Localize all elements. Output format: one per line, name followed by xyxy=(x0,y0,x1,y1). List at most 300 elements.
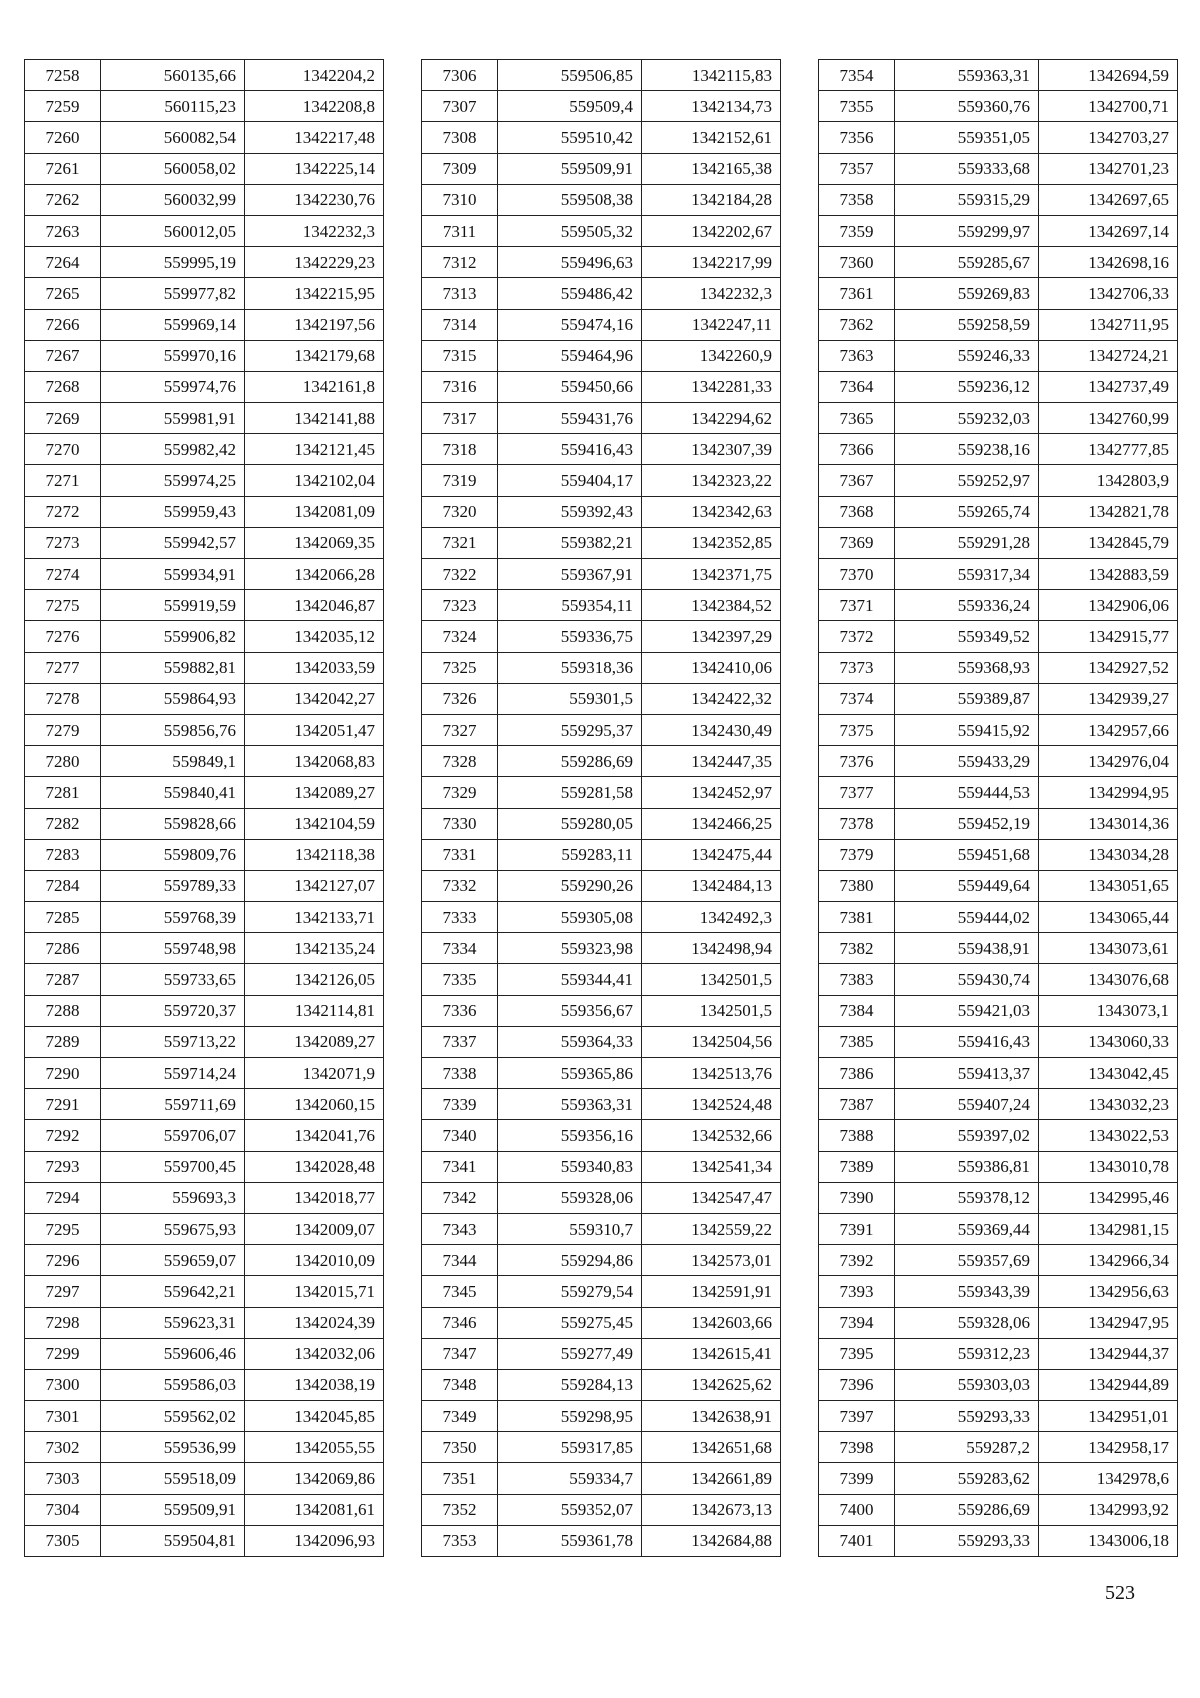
y-coordinate-cell: 1342492,3 xyxy=(642,902,781,933)
table-row xyxy=(25,153,384,184)
x-coordinate-cell: 559323,98 xyxy=(498,933,642,964)
y-coordinate-cell: 1342651,68 xyxy=(642,1432,781,1463)
y-coordinate-cell: 1342260,9 xyxy=(642,340,781,371)
point-number-cell: 7265 xyxy=(25,278,101,309)
x-coordinate-cell: 560012,05 xyxy=(101,215,245,246)
x-coordinate-cell: 559711,69 xyxy=(101,1089,245,1120)
table-row xyxy=(25,1401,384,1432)
table-row xyxy=(25,1276,384,1307)
x-coordinate-cell: 559840,41 xyxy=(101,777,245,808)
point-number-cell: 7373 xyxy=(819,652,895,683)
point-number-cell: 7281 xyxy=(25,777,101,808)
table-row xyxy=(422,902,781,933)
y-coordinate-cell: 1342447,35 xyxy=(642,746,781,777)
x-coordinate-cell: 559959,43 xyxy=(101,496,245,527)
y-coordinate-cell: 1342038,19 xyxy=(245,1369,384,1400)
point-number-cell: 7340 xyxy=(422,1120,498,1151)
y-coordinate-cell: 1342215,95 xyxy=(245,278,384,309)
y-coordinate-cell: 1342068,83 xyxy=(245,746,384,777)
point-number-cell: 7360 xyxy=(819,247,895,278)
point-number-cell: 7343 xyxy=(422,1213,498,1244)
y-coordinate-cell: 1342294,62 xyxy=(642,403,781,434)
point-number-cell: 7261 xyxy=(25,153,101,184)
table-row xyxy=(819,1058,1178,1089)
x-coordinate-cell: 560032,99 xyxy=(101,184,245,215)
y-coordinate-cell: 1342307,39 xyxy=(642,434,781,465)
y-coordinate-cell: 1342081,09 xyxy=(245,496,384,527)
x-coordinate-cell: 559906,82 xyxy=(101,621,245,652)
table-row xyxy=(819,1338,1178,1369)
x-coordinate-cell: 559934,91 xyxy=(101,559,245,590)
point-number-cell: 7345 xyxy=(422,1276,498,1307)
table-row xyxy=(25,714,384,745)
x-coordinate-cell: 559882,81 xyxy=(101,652,245,683)
table-row xyxy=(819,1120,1178,1151)
table-row xyxy=(25,60,384,91)
y-coordinate-cell: 1342684,88 xyxy=(642,1525,781,1556)
point-number-cell: 7304 xyxy=(25,1494,101,1525)
table-row xyxy=(422,1525,781,1556)
point-number-cell: 7390 xyxy=(819,1182,895,1213)
point-number-cell: 7302 xyxy=(25,1432,101,1463)
table-row xyxy=(819,122,1178,153)
y-coordinate-cell: 1342179,68 xyxy=(245,340,384,371)
x-coordinate-cell: 559404,17 xyxy=(498,465,642,496)
table-row xyxy=(819,964,1178,995)
point-number-cell: 7284 xyxy=(25,870,101,901)
table-row xyxy=(819,839,1178,870)
y-coordinate-cell: 1342697,14 xyxy=(1039,215,1178,246)
y-coordinate-cell: 1342118,38 xyxy=(245,839,384,870)
y-coordinate-cell: 1342060,15 xyxy=(245,1089,384,1120)
x-coordinate-cell: 559290,26 xyxy=(498,870,642,901)
x-coordinate-cell: 559356,16 xyxy=(498,1120,642,1151)
y-coordinate-cell: 1342033,59 xyxy=(245,652,384,683)
table-row xyxy=(819,559,1178,590)
table-row xyxy=(819,371,1178,402)
x-coordinate-cell: 559438,91 xyxy=(895,933,1039,964)
point-number-cell: 7351 xyxy=(422,1463,498,1494)
x-coordinate-cell: 559415,92 xyxy=(895,714,1039,745)
point-number-cell: 7386 xyxy=(819,1058,895,1089)
x-coordinate-cell: 559285,67 xyxy=(895,247,1039,278)
point-number-cell: 7383 xyxy=(819,964,895,995)
point-number-cell: 7277 xyxy=(25,652,101,683)
point-number-cell: 7305 xyxy=(25,1525,101,1556)
x-coordinate-cell: 559509,4 xyxy=(498,91,642,122)
table-row xyxy=(819,1401,1178,1432)
x-coordinate-cell: 559397,02 xyxy=(895,1120,1039,1151)
table-row xyxy=(25,1213,384,1244)
table-row xyxy=(819,153,1178,184)
y-coordinate-cell: 1342066,28 xyxy=(245,559,384,590)
y-coordinate-cell: 1342513,76 xyxy=(642,1058,781,1089)
point-number-cell: 7286 xyxy=(25,933,101,964)
x-coordinate-cell: 559431,76 xyxy=(498,403,642,434)
x-coordinate-cell: 559942,57 xyxy=(101,527,245,558)
table-row xyxy=(25,746,384,777)
x-coordinate-cell: 559969,14 xyxy=(101,309,245,340)
y-coordinate-cell: 1342024,39 xyxy=(245,1307,384,1338)
y-coordinate-cell: 1342208,8 xyxy=(245,91,384,122)
y-coordinate-cell: 1342760,99 xyxy=(1039,403,1178,434)
table-row xyxy=(25,527,384,558)
point-number-cell: 7344 xyxy=(422,1245,498,1276)
table-row xyxy=(422,746,781,777)
table-row xyxy=(25,215,384,246)
x-coordinate-cell: 559451,68 xyxy=(895,839,1039,870)
point-number-cell: 7287 xyxy=(25,964,101,995)
x-coordinate-cell: 559675,93 xyxy=(101,1213,245,1244)
point-number-cell: 7303 xyxy=(25,1463,101,1494)
y-coordinate-cell: 1343073,1 xyxy=(1039,995,1178,1026)
x-coordinate-cell: 559452,19 xyxy=(895,808,1039,839)
x-coordinate-cell: 559236,12 xyxy=(895,371,1039,402)
table-row xyxy=(422,309,781,340)
point-number-cell: 7321 xyxy=(422,527,498,558)
point-number-cell: 7331 xyxy=(422,839,498,870)
point-number-cell: 7327 xyxy=(422,714,498,745)
x-coordinate-cell: 559357,69 xyxy=(895,1245,1039,1276)
point-number-cell: 7324 xyxy=(422,621,498,652)
x-coordinate-cell: 560115,23 xyxy=(101,91,245,122)
y-coordinate-cell: 1343076,68 xyxy=(1039,964,1178,995)
point-number-cell: 7269 xyxy=(25,403,101,434)
y-coordinate-cell: 1342559,22 xyxy=(642,1213,781,1244)
point-number-cell: 7262 xyxy=(25,184,101,215)
y-coordinate-cell: 1342724,21 xyxy=(1039,340,1178,371)
point-number-cell: 7308 xyxy=(422,122,498,153)
table-row xyxy=(422,870,781,901)
y-coordinate-cell: 1342701,23 xyxy=(1039,153,1178,184)
table-row xyxy=(819,1182,1178,1213)
y-coordinate-cell: 1342661,89 xyxy=(642,1463,781,1494)
point-number-cell: 7376 xyxy=(819,746,895,777)
y-coordinate-cell: 1342958,17 xyxy=(1039,1432,1178,1463)
table-row xyxy=(819,527,1178,558)
table-row xyxy=(25,621,384,652)
x-coordinate-cell: 559504,81 xyxy=(101,1525,245,1556)
y-coordinate-cell: 1342247,11 xyxy=(642,309,781,340)
y-coordinate-cell: 1343014,36 xyxy=(1039,808,1178,839)
point-number-cell: 7332 xyxy=(422,870,498,901)
x-coordinate-cell: 559919,59 xyxy=(101,590,245,621)
y-coordinate-cell: 1342484,13 xyxy=(642,870,781,901)
point-number-cell: 7276 xyxy=(25,621,101,652)
y-coordinate-cell: 1342697,65 xyxy=(1039,184,1178,215)
y-coordinate-cell: 1342230,76 xyxy=(245,184,384,215)
x-coordinate-cell: 559382,21 xyxy=(498,527,642,558)
point-number-cell: 7329 xyxy=(422,777,498,808)
table-row xyxy=(422,621,781,652)
y-coordinate-cell: 1342524,48 xyxy=(642,1089,781,1120)
y-coordinate-cell: 1342089,27 xyxy=(245,1026,384,1057)
table-row xyxy=(819,1463,1178,1494)
point-number-cell: 7352 xyxy=(422,1494,498,1525)
point-number-cell: 7258 xyxy=(25,60,101,91)
y-coordinate-cell: 1342352,85 xyxy=(642,527,781,558)
x-coordinate-cell: 559536,99 xyxy=(101,1432,245,1463)
table-row xyxy=(819,496,1178,527)
x-coordinate-cell: 559421,03 xyxy=(895,995,1039,1026)
point-number-cell: 7290 xyxy=(25,1058,101,1089)
x-coordinate-cell: 559496,63 xyxy=(498,247,642,278)
coordinate-table-3 xyxy=(818,59,1178,1557)
point-number-cell: 7393 xyxy=(819,1276,895,1307)
x-coordinate-cell: 559356,67 xyxy=(498,995,642,1026)
table-row xyxy=(422,1213,781,1244)
point-number-cell: 7289 xyxy=(25,1026,101,1057)
table-row xyxy=(819,714,1178,745)
point-number-cell: 7385 xyxy=(819,1026,895,1057)
table-row xyxy=(422,278,781,309)
y-coordinate-cell: 1342475,44 xyxy=(642,839,781,870)
point-number-cell: 7337 xyxy=(422,1026,498,1057)
x-coordinate-cell: 559344,41 xyxy=(498,964,642,995)
y-coordinate-cell: 1342217,48 xyxy=(245,122,384,153)
point-number-cell: 7347 xyxy=(422,1338,498,1369)
point-number-cell: 7300 xyxy=(25,1369,101,1400)
x-coordinate-cell: 559474,16 xyxy=(498,309,642,340)
point-number-cell: 7296 xyxy=(25,1245,101,1276)
x-coordinate-cell: 559982,42 xyxy=(101,434,245,465)
y-coordinate-cell: 1342803,9 xyxy=(1039,465,1178,496)
x-coordinate-cell: 559433,29 xyxy=(895,746,1039,777)
y-coordinate-cell: 1342161,8 xyxy=(245,371,384,402)
point-number-cell: 7392 xyxy=(819,1245,895,1276)
point-number-cell: 7263 xyxy=(25,215,101,246)
point-number-cell: 7349 xyxy=(422,1401,498,1432)
y-coordinate-cell: 1342466,25 xyxy=(642,808,781,839)
table-row xyxy=(25,870,384,901)
table-row xyxy=(819,309,1178,340)
y-coordinate-cell: 1342957,66 xyxy=(1039,714,1178,745)
x-coordinate-cell: 559284,13 xyxy=(498,1369,642,1400)
point-number-cell: 7355 xyxy=(819,91,895,122)
table-row xyxy=(422,1182,781,1213)
table-row xyxy=(422,1151,781,1182)
point-number-cell: 7361 xyxy=(819,278,895,309)
y-coordinate-cell: 1342845,79 xyxy=(1039,527,1178,558)
y-coordinate-cell: 1342978,6 xyxy=(1039,1463,1178,1494)
point-number-cell: 7307 xyxy=(422,91,498,122)
coordinate-table-body xyxy=(25,60,384,1557)
x-coordinate-cell: 559269,83 xyxy=(895,278,1039,309)
y-coordinate-cell: 1342501,5 xyxy=(642,995,781,1026)
point-number-cell: 7312 xyxy=(422,247,498,278)
point-number-cell: 7382 xyxy=(819,933,895,964)
x-coordinate-cell: 559706,07 xyxy=(101,1120,245,1151)
table-row xyxy=(422,215,781,246)
x-coordinate-cell: 559365,86 xyxy=(498,1058,642,1089)
table-row xyxy=(25,278,384,309)
y-coordinate-cell: 1342127,07 xyxy=(245,870,384,901)
y-coordinate-cell: 1342947,95 xyxy=(1039,1307,1178,1338)
x-coordinate-cell: 559349,52 xyxy=(895,621,1039,652)
y-coordinate-cell: 1342051,47 xyxy=(245,714,384,745)
y-coordinate-cell: 1343034,28 xyxy=(1039,839,1178,870)
point-number-cell: 7326 xyxy=(422,683,498,714)
table-row xyxy=(422,1276,781,1307)
x-coordinate-cell: 559809,76 xyxy=(101,839,245,870)
x-coordinate-cell: 559265,74 xyxy=(895,496,1039,527)
x-coordinate-cell: 559659,07 xyxy=(101,1245,245,1276)
y-coordinate-cell: 1342976,04 xyxy=(1039,746,1178,777)
y-coordinate-cell: 1342673,13 xyxy=(642,1494,781,1525)
x-coordinate-cell: 559856,76 xyxy=(101,714,245,745)
point-number-cell: 7364 xyxy=(819,371,895,402)
table-row xyxy=(25,1151,384,1182)
point-number-cell: 7297 xyxy=(25,1276,101,1307)
table-row xyxy=(25,1432,384,1463)
point-number-cell: 7372 xyxy=(819,621,895,652)
y-coordinate-cell: 1342993,92 xyxy=(1039,1494,1178,1525)
table-row xyxy=(819,621,1178,652)
x-coordinate-cell: 559286,69 xyxy=(895,1494,1039,1525)
x-coordinate-cell: 559864,93 xyxy=(101,683,245,714)
table-row xyxy=(819,247,1178,278)
x-coordinate-cell: 559293,33 xyxy=(895,1525,1039,1556)
point-number-cell: 7259 xyxy=(25,91,101,122)
x-coordinate-cell: 559246,33 xyxy=(895,340,1039,371)
y-coordinate-cell: 1342452,97 xyxy=(642,777,781,808)
table-row xyxy=(25,1182,384,1213)
y-coordinate-cell: 1342625,62 xyxy=(642,1369,781,1400)
x-coordinate-cell: 559392,43 xyxy=(498,496,642,527)
y-coordinate-cell: 1342045,85 xyxy=(245,1401,384,1432)
table-row xyxy=(819,1369,1178,1400)
y-coordinate-cell: 1342501,5 xyxy=(642,964,781,995)
x-coordinate-cell: 559450,66 xyxy=(498,371,642,402)
table-row xyxy=(422,1401,781,1432)
y-coordinate-cell: 1342081,61 xyxy=(245,1494,384,1525)
x-coordinate-cell: 559768,39 xyxy=(101,902,245,933)
x-coordinate-cell: 559789,33 xyxy=(101,870,245,901)
x-coordinate-cell: 559336,24 xyxy=(895,590,1039,621)
point-number-cell: 7359 xyxy=(819,215,895,246)
x-coordinate-cell: 559849,1 xyxy=(101,746,245,777)
y-coordinate-cell: 1342944,37 xyxy=(1039,1338,1178,1369)
x-coordinate-cell: 559283,11 xyxy=(498,839,642,870)
x-coordinate-cell: 559713,22 xyxy=(101,1026,245,1057)
point-number-cell: 7294 xyxy=(25,1182,101,1213)
point-number-cell: 7309 xyxy=(422,153,498,184)
x-coordinate-cell: 559407,24 xyxy=(895,1089,1039,1120)
point-number-cell: 7278 xyxy=(25,683,101,714)
y-coordinate-cell: 1342202,67 xyxy=(642,215,781,246)
y-coordinate-cell: 1342573,01 xyxy=(642,1245,781,1276)
point-number-cell: 7384 xyxy=(819,995,895,1026)
table-row xyxy=(422,122,781,153)
table-row xyxy=(25,1369,384,1400)
point-number-cell: 7292 xyxy=(25,1120,101,1151)
point-number-cell: 7394 xyxy=(819,1307,895,1338)
x-coordinate-cell: 559354,11 xyxy=(498,590,642,621)
table-row xyxy=(25,371,384,402)
point-number-cell: 7398 xyxy=(819,1432,895,1463)
x-coordinate-cell: 559416,43 xyxy=(895,1026,1039,1057)
table-row xyxy=(25,247,384,278)
table-row xyxy=(422,777,781,808)
x-coordinate-cell: 559340,83 xyxy=(498,1151,642,1182)
point-number-cell: 7338 xyxy=(422,1058,498,1089)
x-coordinate-cell: 559305,08 xyxy=(498,902,642,933)
x-coordinate-cell: 559430,74 xyxy=(895,964,1039,995)
y-coordinate-cell: 1342956,63 xyxy=(1039,1276,1178,1307)
y-coordinate-cell: 1342883,59 xyxy=(1039,559,1178,590)
y-coordinate-cell: 1342603,66 xyxy=(642,1307,781,1338)
x-coordinate-cell: 559518,09 xyxy=(101,1463,245,1494)
x-coordinate-cell: 559733,65 xyxy=(101,964,245,995)
y-coordinate-cell: 1343073,61 xyxy=(1039,933,1178,964)
table-row xyxy=(422,1369,781,1400)
table-row xyxy=(819,683,1178,714)
point-number-cell: 7280 xyxy=(25,746,101,777)
point-number-cell: 7350 xyxy=(422,1432,498,1463)
y-coordinate-cell: 1342939,27 xyxy=(1039,683,1178,714)
table-row xyxy=(25,1307,384,1338)
table-row xyxy=(422,1245,781,1276)
x-coordinate-cell: 559303,03 xyxy=(895,1369,1039,1400)
table-row xyxy=(25,1338,384,1369)
x-coordinate-cell: 559508,38 xyxy=(498,184,642,215)
y-coordinate-cell: 1342323,22 xyxy=(642,465,781,496)
table-row xyxy=(25,1525,384,1556)
x-coordinate-cell: 559748,98 xyxy=(101,933,245,964)
table-row xyxy=(819,340,1178,371)
x-coordinate-cell: 559252,97 xyxy=(895,465,1039,496)
x-coordinate-cell: 559413,37 xyxy=(895,1058,1039,1089)
y-coordinate-cell: 1342102,04 xyxy=(245,465,384,496)
x-coordinate-cell: 559312,23 xyxy=(895,1338,1039,1369)
x-coordinate-cell: 559343,39 xyxy=(895,1276,1039,1307)
x-coordinate-cell: 559995,19 xyxy=(101,247,245,278)
point-number-cell: 7317 xyxy=(422,403,498,434)
table-row xyxy=(422,1338,781,1369)
point-number-cell: 7320 xyxy=(422,496,498,527)
point-number-cell: 7371 xyxy=(819,590,895,621)
table-row xyxy=(422,1089,781,1120)
y-coordinate-cell: 1342126,05 xyxy=(245,964,384,995)
point-number-cell: 7387 xyxy=(819,1089,895,1120)
x-coordinate-cell: 559301,5 xyxy=(498,683,642,714)
table-row xyxy=(422,839,781,870)
point-number-cell: 7366 xyxy=(819,434,895,465)
x-coordinate-cell: 559232,03 xyxy=(895,403,1039,434)
y-coordinate-cell: 1342015,71 xyxy=(245,1276,384,1307)
y-coordinate-cell: 1342232,3 xyxy=(245,215,384,246)
x-coordinate-cell: 559386,81 xyxy=(895,1151,1039,1182)
x-coordinate-cell: 559970,16 xyxy=(101,340,245,371)
y-coordinate-cell: 1342152,61 xyxy=(642,122,781,153)
table-row xyxy=(25,933,384,964)
table-row xyxy=(422,403,781,434)
y-coordinate-cell: 1342547,47 xyxy=(642,1182,781,1213)
y-coordinate-cell: 1342217,99 xyxy=(642,247,781,278)
point-number-cell: 7380 xyxy=(819,870,895,901)
point-number-cell: 7328 xyxy=(422,746,498,777)
y-coordinate-cell: 1342096,93 xyxy=(245,1525,384,1556)
table-row xyxy=(25,683,384,714)
table-row xyxy=(819,995,1178,1026)
y-coordinate-cell: 1343010,78 xyxy=(1039,1151,1178,1182)
point-number-cell: 7336 xyxy=(422,995,498,1026)
point-number-cell: 7322 xyxy=(422,559,498,590)
table-row xyxy=(25,995,384,1026)
y-coordinate-cell: 1342698,16 xyxy=(1039,247,1178,278)
point-number-cell: 7369 xyxy=(819,527,895,558)
table-row xyxy=(819,652,1178,683)
